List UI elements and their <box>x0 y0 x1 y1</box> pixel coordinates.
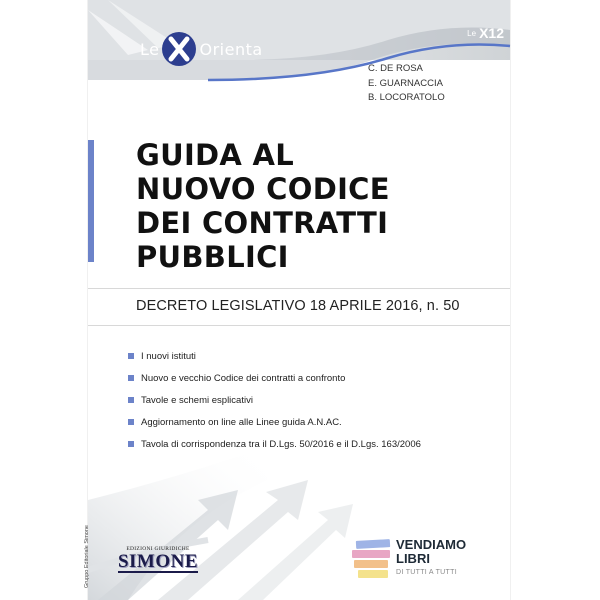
books-stack-icon <box>352 540 392 580</box>
feature-item <box>128 389 421 411</box>
promo-title <box>396 538 466 566</box>
series-badge <box>467 25 504 41</box>
square-bullet-icon <box>128 375 134 381</box>
book-title <box>136 138 496 274</box>
series-logo-orienta: Orienta <box>199 39 263 59</box>
series-logo <box>140 31 263 67</box>
author-name: B. LOCORATOLO <box>368 92 445 103</box>
feature-item <box>128 345 421 367</box>
series-badge-le: Le <box>467 28 477 38</box>
book-title-line: NUOVO CODICE <box>136 172 390 206</box>
series-badge-code: X12 <box>479 25 504 41</box>
author-name: C. DE ROSA <box>368 63 423 74</box>
book-subtitle: DECRETO LEGISLATIVO 18 APRILE 2016, n. 50 <box>136 298 460 314</box>
series-logo-x-icon <box>161 31 197 67</box>
promo-title-line: VENDIAMO <box>396 537 467 552</box>
square-bullet-icon <box>128 397 134 403</box>
title-accent-bar <box>88 140 94 262</box>
square-bullet-icon <box>128 419 134 425</box>
publisher-name: SIMONE <box>117 550 199 572</box>
feature-item <box>128 411 421 433</box>
authors-list <box>368 62 445 106</box>
feature-item <box>128 367 421 389</box>
feature-text: I nuovi istituti <box>141 350 196 362</box>
square-bullet-icon <box>128 353 134 359</box>
publisher-tagline: EDIZIONI GIURIDICHE <box>126 545 190 552</box>
feature-text: Nuovo e vecchio Codice dei contratti a confronto <box>141 372 346 384</box>
feature-list <box>128 345 421 455</box>
feature-text: Tavole e schemi esplicativi <box>141 394 253 406</box>
book-title-line: PUBBLICI <box>136 240 289 274</box>
publisher-logo <box>116 543 200 575</box>
subtitle-rule-bottom <box>88 325 510 326</box>
book-title-line: DEI CONTRATTI <box>136 206 389 240</box>
book-cover <box>84 0 510 600</box>
feature-text: Tavola di corrispondenza tra il D.Lgs. 50/2016 e il D.Lgs. 163/2006 <box>141 438 421 450</box>
author-name: E. GUARNACCIA <box>368 77 443 89</box>
series-logo-le: Le <box>140 39 160 59</box>
promo-logo <box>352 535 467 585</box>
book-title-line: GUIDA AL <box>136 138 295 172</box>
feature-text: Aggiornamento on line alle Linee guida A.N.AC. <box>141 416 342 428</box>
publisher-group-credit: Gruppo Editoriale Simone <box>84 525 90 588</box>
promo-subtitle: DI TUTTI A TUTTI <box>396 569 457 576</box>
promo-title-line: LIBRI <box>396 551 430 566</box>
subtitle-rule-top <box>88 288 510 289</box>
